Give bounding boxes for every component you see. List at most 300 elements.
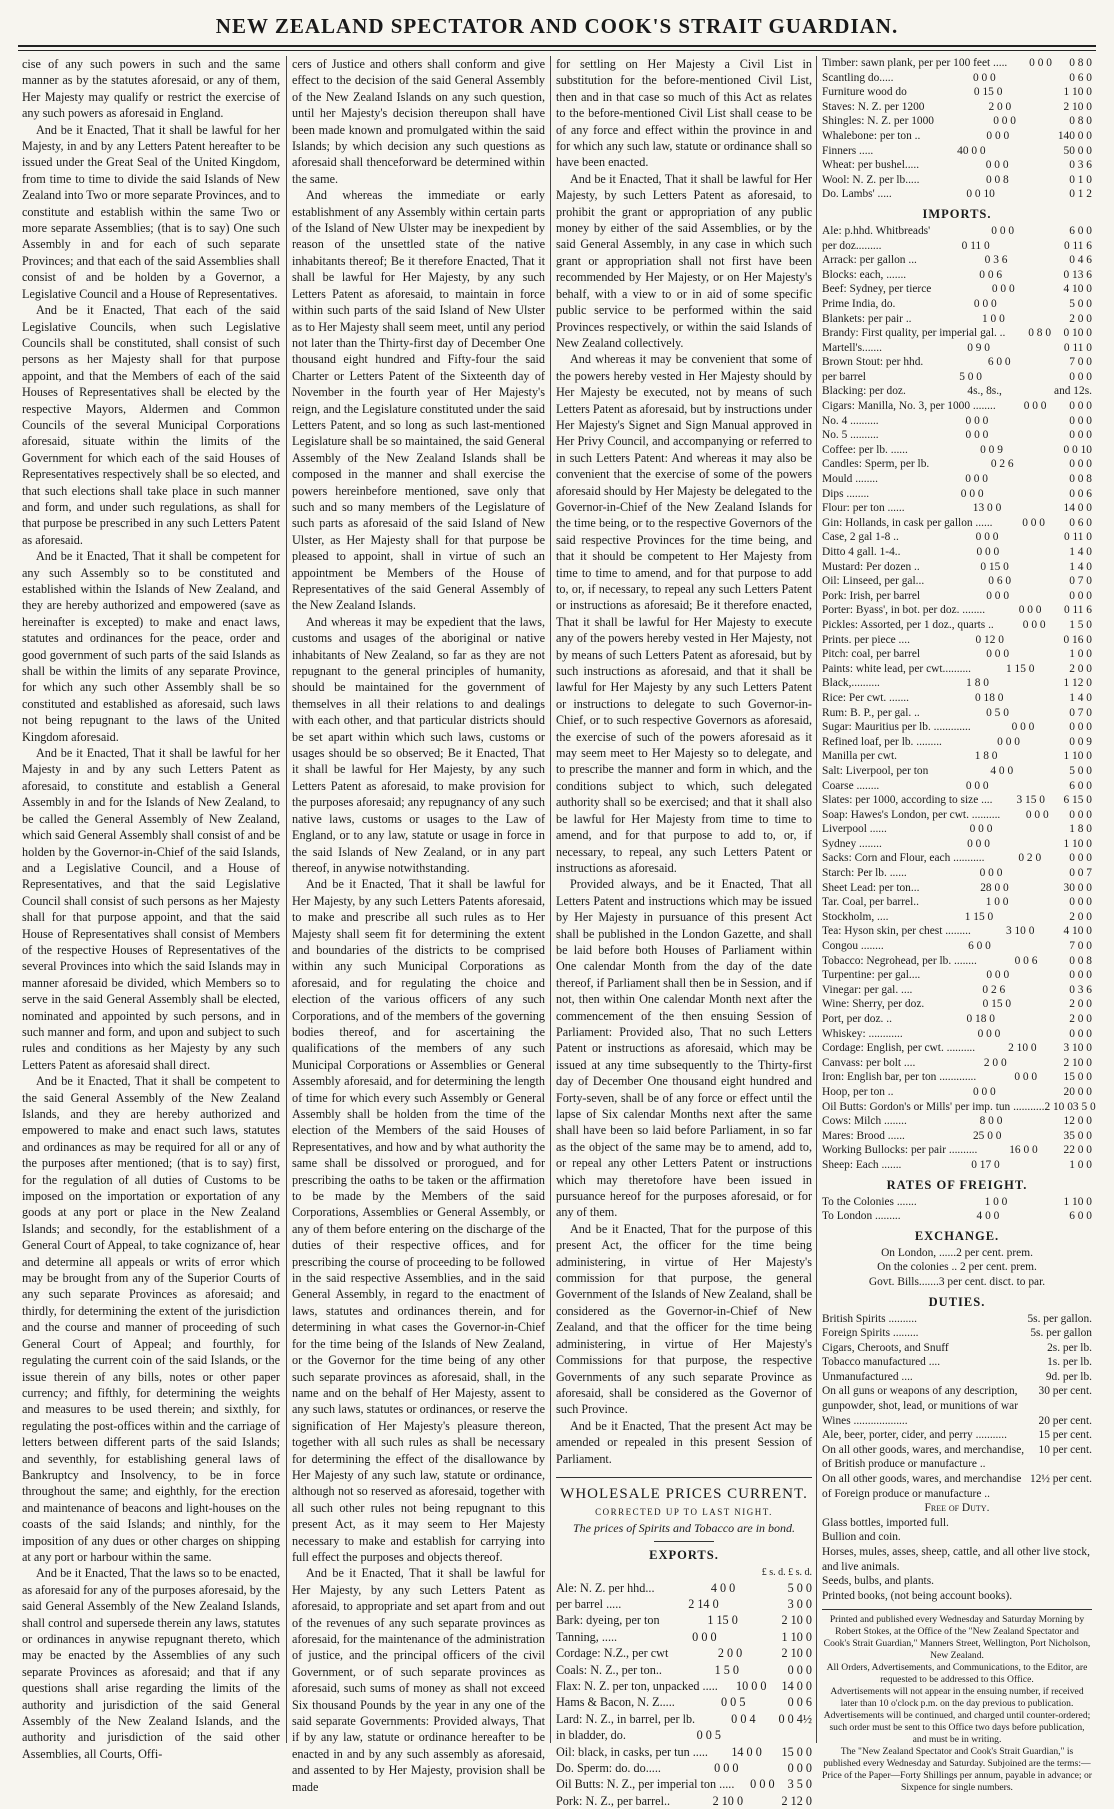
price-low: 0 0 0 bbox=[986, 589, 1010, 602]
price-high: 50 0 0 bbox=[1063, 144, 1092, 157]
price-low: 0 2 0 bbox=[1018, 852, 1042, 865]
price-low: 0 0 0 bbox=[969, 823, 993, 836]
price-high: 14 0 0 bbox=[781, 1679, 812, 1694]
price-high: 0 0 0 bbox=[1069, 1027, 1092, 1040]
price-row bbox=[822, 1070, 1092, 1085]
price-row bbox=[822, 71, 1092, 86]
commodity-label: Sheep: Each ....... bbox=[822, 1158, 902, 1171]
price-low: 3 15 0 bbox=[1016, 794, 1045, 807]
price-high: 0 8 0 bbox=[1069, 57, 1092, 69]
commodity-label: Coals: N. Z., per ton.. bbox=[556, 1662, 662, 1677]
price-row bbox=[556, 1678, 812, 1694]
price-low: 0 0 0 bbox=[973, 297, 997, 310]
price-low: 2 0 0 bbox=[983, 1056, 1007, 1069]
column-2-act-text bbox=[292, 56, 545, 1794]
price-low: 0 0 9 bbox=[980, 443, 1003, 456]
price-low: 0 0 10 bbox=[966, 188, 995, 201]
price-high: 1 4 0 bbox=[1069, 560, 1092, 573]
price-row bbox=[822, 158, 1092, 173]
price-high: 0 0 0 bbox=[787, 1662, 812, 1677]
price-low: 5 0 0 bbox=[959, 370, 982, 383]
colophon-line: Printed and published every Wednesday and Saturday Morning by Robert Stokes, at the Office of the "New Zealand Spectator and Cook's Strait Guardian," Manners Street, Wellington, Port Nicholson, New Zealand. bbox=[823, 1614, 1091, 1662]
price-row bbox=[822, 866, 1092, 881]
commodity-label: Oil: Linseed, per gal... bbox=[822, 575, 925, 588]
price-high: 0 11 6 bbox=[1063, 239, 1092, 252]
price-high: 6 0 0 bbox=[1069, 224, 1092, 237]
price-low: 0 0 0 bbox=[965, 779, 989, 792]
commodity-label: Shingles: N. Z. per 1000 bbox=[822, 115, 934, 128]
commodity-label: Pork: N. Z., per barrel.. bbox=[556, 1793, 671, 1808]
money-column-header: £ s. d. £ s. d. bbox=[761, 1567, 812, 1579]
commodity-label: Bark: dyeing, per ton bbox=[556, 1613, 660, 1628]
commodity-label: Scantling do..... bbox=[822, 71, 894, 84]
price-low: 0 11 0 bbox=[961, 239, 990, 252]
commodity-label: Ale: p.hhd. Whitbreads' bbox=[822, 224, 931, 237]
duty-rate: 9d. per lb. bbox=[1045, 1370, 1092, 1383]
free-item: Glass bottles, imported full. bbox=[822, 1516, 949, 1529]
price-low: 1 15 0 bbox=[964, 910, 994, 923]
price-row bbox=[822, 239, 1092, 254]
commodity-label: Oil: black, in casks, per tun ..... bbox=[556, 1744, 708, 1759]
paragraph: And be it Enacted, That the laws so to be enacted, as aforesaid for any of the purposes aforesaid, by the said General Assembly of the New Zealand Islands, shall control and supersede therein any laws, statutes or ordinances in anywise repugnant thereto, which may be enacted by the Assemblies of any such separate Provinces as aforesaid; and that if any questions shall arise regarding the limits of the authority and jurisdiction of the said General Assembly of the New Zealand Islands, and the authority and jurisdiction of the said other Assemblies, all Courts, Offi- bbox=[22, 1566, 280, 1761]
paragraph: cers of Justice and others shall conform and give effect to the decision of the said General Assembly of the New Zealand Islands on any such question, until her Majesty's decision thereupon shall have been made known and promulgated within the said Islands; by which decision any such questions as aforesaid shall thenceforward be determined within the same. bbox=[292, 57, 545, 186]
price-row bbox=[822, 443, 1092, 458]
price-low: 0 0 0 bbox=[965, 429, 989, 442]
commodity-label: Prints. per piece .... bbox=[822, 633, 910, 646]
commodity-label: Prime India, do. bbox=[822, 297, 896, 310]
paragraph: And be it Enacted, That it shall be competent for any such Assembly so to be constituted and established within the Islands of New Zealand, and they are hereby authorized and empowered (save as hereinafter is excepted) to make and enact laws, statutes and ordinances for the peace, order and good government of such parts of the said Islands as shall be within the limits of any separate Province, for which any such other Assembly shall be so constituted and established as aforesaid, such laws not being repugnant to the laws of the United Kingdom aforesaid. bbox=[22, 549, 280, 744]
commodity-label: Tea: Hyson skin, per chest ......... bbox=[822, 925, 971, 938]
commodity-label: Sydney ........ bbox=[822, 837, 882, 850]
price-low: 0 0 0 bbox=[1011, 721, 1035, 734]
commodity-label: Port, per doz. .. bbox=[822, 1013, 892, 1025]
paragraph: And whereas it may be convenient that some of the powers hereby vested in Her Majesty should by Her Majesty be executed, not by means of such Letters Patent as aforesaid, but by instructions under Her Majesty's Signet and Sign Manual approved in Her Privy Council, and accompanying or referred to in such Letters Patent: And whereas it may also be convenient that the exercise of some of the powers aforesaid should by Her Majesty be delegated to the Governor-in-Chief of the New Zealand Islands for the time being, or to the respective Governors of the said respective Provinces for the time being, and that it should be competent to Her Majesty from time to time to amend, and for that purpose to add to, or, if necessary, to repeal any such Letters Patent or instructions as aforesaid; Be it therefore enacted, That it shall be lawful for Her Majesty to execute any of the powers hereby vested in Her Majesty, not by means of such Letters Patent as aforesaid, but by such instructions as aforesaid, and that it shall be lawful for Her Majesty by any such Letters Patent or instructions to delegate to such Governor-in-Chief, or to such respective Governors as aforesaid, the exercise of such of the powers aforesaid as it may seem meet to Her Majesty so to delegate, and to prescribe the manner and form in which, and the conditions subject to which, such delegated authority shall so be exercised; and that it shall also be lawful for Her Majesty from time to time to amend, and for that purpose to add to, or, if necessary, to repeal, any such Letters Patent or instructions as aforesaid. bbox=[556, 352, 812, 875]
price-row bbox=[822, 1129, 1092, 1144]
duties-heading: DUTIES. bbox=[928, 1294, 986, 1309]
price-low: 1 0 0 bbox=[981, 312, 1005, 325]
price-high: 0 7 0 bbox=[1069, 706, 1092, 719]
commodity-label: Dips ........ bbox=[822, 487, 870, 500]
price-low: 1 15 0 bbox=[707, 1613, 738, 1628]
commodity-label: Wool: N. Z. per lb..... bbox=[822, 173, 920, 186]
commodity-label: Starch: Per lb. ...... bbox=[822, 867, 907, 880]
duty-row bbox=[822, 1428, 1092, 1443]
duty-row bbox=[822, 1472, 1092, 1501]
duty-row bbox=[822, 1370, 1092, 1385]
price-high: 0 0 0 bbox=[1069, 589, 1092, 602]
price-row bbox=[822, 487, 1092, 502]
commodity-label: Lard: N. Z., in barrel, per lb. bbox=[556, 1711, 696, 1726]
column-1-act-text bbox=[22, 56, 280, 1761]
price-high: 1 10 0 bbox=[1063, 86, 1092, 99]
commodity-label: Salt: Liverpool, per ton bbox=[822, 764, 929, 777]
duty-row bbox=[822, 1384, 1092, 1413]
price-low: 6 0 0 bbox=[987, 356, 1011, 369]
price-low: 0 12 0 bbox=[975, 633, 1004, 646]
price-high: 12 0 0 bbox=[1063, 1115, 1092, 1128]
paragraph: And be it Enacted, That it shall be lawful for Her Majesty, by any such Letters Patent as aforesaid, to appropriate and set apart from and out of the revenues of any such separate provinces as aforesaid, for the maintenance of the administration of justice, and the principal officers of the civil Government, or of such separate provinces as aforesaid, such sums of money as shall not exceed Six thousand Pounds by the year in any one of the said separate Governments: Provided always, That if by any law, statute or ordinance hereafter to be enacted in and by any such assembly as aforesaid, and assented to by Her Majesty, provision shall be made bbox=[292, 1566, 545, 1794]
price-row bbox=[822, 793, 1092, 808]
duty-item: Cigars, Cheroots, and Snuff bbox=[822, 1341, 949, 1354]
price-low: 0 0 0 bbox=[965, 473, 988, 486]
price-row bbox=[822, 1041, 1092, 1056]
commodity-label: Turpentine: per gal.... bbox=[822, 969, 921, 982]
price-low: 0 15 0 bbox=[980, 560, 1009, 573]
price-low: 6 0 0 bbox=[968, 940, 991, 953]
commodity-label: Manilla per cwt. bbox=[822, 750, 897, 763]
price-row bbox=[822, 676, 1092, 691]
duty-rate: 2s. per lb. bbox=[1047, 1341, 1092, 1354]
price-high: 0 13 6 bbox=[1063, 268, 1092, 281]
price-high: 0 8 0 bbox=[1069, 115, 1092, 128]
price-high: 1 10 0 bbox=[781, 1629, 812, 1644]
price-row bbox=[822, 968, 1092, 983]
price-row bbox=[556, 1744, 812, 1760]
price-row bbox=[822, 808, 1092, 823]
price-row bbox=[822, 501, 1092, 516]
commodity-label: Brown Stout: per hhd. bbox=[822, 356, 924, 369]
price-row bbox=[822, 187, 1092, 202]
price-row bbox=[822, 100, 1092, 115]
price-high: 3 10 0 bbox=[1063, 1042, 1092, 1055]
colophon bbox=[822, 1609, 1092, 1794]
commodity-label: Blankets: per pair .. bbox=[822, 312, 912, 325]
price-high: 0 0 0 bbox=[1069, 969, 1092, 982]
commodity-label: Ditto 4 gall. 1-4.. bbox=[822, 546, 901, 558]
price-row bbox=[822, 633, 1092, 648]
column-3-act-text bbox=[556, 56, 812, 1808]
prices-subtitle: CORRECTED UP TO LAST NIGHT. bbox=[595, 1507, 773, 1518]
price-low: 4 0 0 bbox=[976, 1210, 1000, 1223]
price-high: 1 4 0 bbox=[1069, 691, 1092, 704]
duty-item: Wines ................... bbox=[822, 1414, 908, 1427]
price-row bbox=[556, 1727, 812, 1743]
exports-list bbox=[556, 1580, 812, 1809]
price-high: 0 4 6 bbox=[1069, 254, 1092, 267]
duty-row bbox=[822, 1326, 1092, 1341]
price-high: 2 10 0 bbox=[781, 1646, 812, 1661]
commodity-label: Whalebone: per ton .. bbox=[822, 129, 921, 142]
commodity-label: Tar. Coal, per barrel.. bbox=[822, 896, 919, 909]
price-high: 0 0 9 bbox=[1069, 735, 1092, 748]
colophon-line: All Orders, Advertisements, and Communications, to the Editor, are requested to be addressed to this Office. bbox=[826, 1662, 1088, 1686]
section-divider bbox=[654, 1541, 714, 1542]
price-low: 1 8 0 bbox=[966, 677, 989, 690]
price-row bbox=[822, 589, 1092, 604]
price-high: 1 4 0 bbox=[1069, 546, 1092, 558]
prices-note: The prices of Spirits and Tobacco are in bond. bbox=[572, 1521, 796, 1536]
price-low: 0 0 0 bbox=[1018, 604, 1042, 617]
price-row bbox=[822, 129, 1092, 144]
price-low: 0 0 0 bbox=[985, 159, 1009, 172]
price-row bbox=[556, 1629, 812, 1645]
exchange-heading: EXCHANGE. bbox=[914, 1228, 1000, 1243]
commodity-label: Tanning, ..... bbox=[556, 1629, 618, 1644]
duty-rate: 15 per cent. bbox=[1038, 1429, 1092, 1442]
commodity-label: Coarse ........ bbox=[822, 779, 880, 792]
price-high: and 12s. bbox=[1054, 385, 1092, 398]
price-high: 5 0 0 bbox=[1069, 297, 1092, 310]
price-row bbox=[822, 954, 1092, 969]
price-high: 1 12 0 bbox=[1063, 677, 1092, 690]
price-low: 0 0 0 bbox=[714, 1761, 739, 1776]
price-high: 0 3 6 bbox=[1069, 159, 1092, 172]
price-row bbox=[822, 1100, 1096, 1115]
price-row bbox=[822, 1158, 1092, 1173]
price-row bbox=[556, 1793, 812, 1809]
price-high: 0 0 7 bbox=[1069, 867, 1092, 880]
price-high: 0 7 0 bbox=[1069, 575, 1092, 588]
price-low: 2 0 0 bbox=[988, 100, 1012, 113]
paragraph: And whereas it may be expedient that the laws, customs and usages of the aboriginal or native inhabitants of New Zealand, so far as they are not repugnant to the general principles of humanity, should be maintained for the government of themselves in all their relations to and dealings with each other, and that particular districts should be set apart within which such laws, customs or usages should be so observed; Be it Enacted, That it shall be lawful for Her Majesty, by any such Letters Patent as aforesaid, to make provision for the purposes aforesaid; any repugnancy of any such native laws, customs or usages to the Law of England, or to any law, statute or usage in force in the said Islands of New Zealand, or in any part thereof, in anywise notwithstanding. bbox=[292, 614, 545, 875]
price-high: 1 8 0 bbox=[1069, 823, 1092, 836]
price-low: 2 10 0 bbox=[1044, 1100, 1073, 1113]
free-item: Horses, mules, asses, sheep, cattle, and all other live stock, and live animals. bbox=[822, 1546, 1090, 1573]
price-high: 0 6 0 bbox=[1069, 516, 1092, 529]
price-low: 1 0 0 bbox=[985, 896, 1009, 909]
commodity-label: Cows: Milch ........ bbox=[822, 1115, 907, 1128]
price-low: 0 0 5 bbox=[721, 1695, 746, 1710]
price-low: 0 0 0 bbox=[750, 1777, 775, 1792]
commodity-label: Oil Butts: N. Z., per imperial ton ..... bbox=[556, 1777, 735, 1792]
price-high: 0 0 0 bbox=[1069, 370, 1092, 383]
price-low: 2 0 0 bbox=[717, 1646, 743, 1661]
commodity-label: Sugar: Mauritius per lb. ............. bbox=[822, 721, 971, 734]
commodity-label: Case, 2 gal 1-8 .. bbox=[822, 531, 899, 544]
price-high: 0 0 0 bbox=[1069, 721, 1092, 734]
price-low: 0 0 0 bbox=[986, 129, 1010, 142]
price-low: 0 2 6 bbox=[982, 983, 1006, 996]
price-low: 1 15 0 bbox=[1006, 662, 1035, 675]
price-high: 1 5 0 bbox=[1069, 618, 1092, 631]
price-low: 0 0 6 bbox=[979, 268, 1003, 281]
price-low: 0 0 0 bbox=[1025, 808, 1049, 821]
price-low: 0 0 0 bbox=[993, 115, 1016, 128]
duties-list bbox=[822, 1312, 1092, 1502]
commodity-label: Beef: Sydney, per tierce bbox=[822, 283, 932, 296]
price-row bbox=[556, 1662, 812, 1678]
price-high: 0 0 0 bbox=[1069, 458, 1092, 471]
commodity-label: Gin: Hollands, in cask per gallon ...... bbox=[822, 516, 993, 529]
duty-row bbox=[822, 1414, 1092, 1429]
freight-heading: RATES OF FREIGHT. bbox=[886, 1177, 1028, 1192]
price-high: 30 0 0 bbox=[1063, 881, 1092, 894]
commodity-label: Coffee: per lb. ...... bbox=[822, 443, 908, 456]
price-high: 0 3 6 bbox=[1069, 983, 1092, 996]
price-low: 0 0 0 bbox=[972, 1085, 996, 1098]
price-high: 35 0 0 bbox=[1063, 1129, 1092, 1142]
price-low: 0 0 6 bbox=[1014, 954, 1038, 967]
duty-rate: 5s. per gallon bbox=[1030, 1327, 1092, 1340]
price-row bbox=[822, 749, 1092, 764]
commodity-label: Oil Butts: Gordon's or Mills' per imp. tun ........... bbox=[822, 1100, 1045, 1113]
commodity-label: per doz......... bbox=[822, 239, 882, 252]
price-row bbox=[556, 1694, 812, 1710]
paragraph: Provided always, and be it Enacted, That all Letters Patent and instructions which may be issued by Her Majesty in pursuance of this present Act shall be published in the London Gazette, and shall be laid before both Houses of Parliament within One calendar Month from the day of the date thereof, if Parliament shall then be in Session, and if not, then within One calendar Month next after the commencement of the then ensuing Session of Parliament: Provided also, That no such Letters Patent or instructions as aforesaid, which may be issued at any time subsequently to the Thirty-first day of December One thousand eight hundred and Forty-seven, shall be of any force or effect until the lapse of Six calendar Months next after the same shall have been so laid before Parliament, in so far as the object of the same may be to amend, add to, or repeal any other Letters Patent or instructions which may theretofore have been issued in pursuance hereof for the purposes aforesaid, or for any of them. bbox=[556, 877, 812, 1220]
commodity-label: Do. Sperm: do. do..... bbox=[556, 1761, 661, 1776]
free-item: Seeds, bulbs, and plants. bbox=[822, 1575, 934, 1588]
price-low: 0 0 4 bbox=[731, 1711, 756, 1726]
price-low: 0 8 0 bbox=[1028, 327, 1052, 340]
free-item: Printed books, (not being account books). bbox=[822, 1589, 1013, 1602]
commodity-label: Brandy: First quality, per imperial gal. .. bbox=[822, 327, 1006, 340]
price-low: 1 5 0 bbox=[714, 1662, 739, 1677]
price-row bbox=[822, 472, 1092, 487]
commodity-label: Candles: Sperm, per lb. bbox=[822, 458, 930, 471]
column-4-prices bbox=[822, 56, 1096, 1794]
price-row bbox=[822, 1027, 1092, 1042]
duty-row bbox=[822, 1312, 1092, 1327]
price-low: 0 0 0 bbox=[986, 969, 1010, 982]
duty-item: British Spirits .......... bbox=[822, 1312, 917, 1325]
price-row bbox=[556, 1776, 812, 1792]
masthead-rule-thin bbox=[18, 50, 1096, 51]
price-high bbox=[756, 1727, 812, 1743]
price-high: 0 11 6 bbox=[1063, 604, 1092, 617]
price-row bbox=[822, 457, 1092, 472]
duty-rate: 1s. per lb. bbox=[1047, 1356, 1092, 1369]
price-row bbox=[822, 895, 1092, 910]
price-row bbox=[822, 85, 1092, 100]
price-row bbox=[822, 735, 1092, 750]
price-low: 3 10 0 bbox=[1005, 925, 1035, 938]
price-row bbox=[822, 428, 1092, 443]
price-high: 0 0 0 bbox=[1069, 896, 1092, 909]
commodity-label: Hams & Bacon, N. Z..... bbox=[556, 1695, 675, 1710]
paragraph: And be it Enacted, That it shall be lawful for her Majesty in and by any such Letters Patent as aforesaid, to constitute and establish a General Assembly in and for the Islands of New Zealand, to be called the General Assembly of New Zealand, which said General Assembly shall consist of and be holden by the Governor-in-Chief of the said Islands, and a Legislative Council, and a House of Representatives, and that the said Legislative Council shall consist of such persons as her Majesty shall for that purpose appoint, and that the said House of Representatives shall consist of Members of the respective Houses of Representatives of the several Provinces into which the said Islands may in manner aforesaid be divided, which Members so to serve in the said General Assembly shall be elected, nominated and appointed by such persons, and in such manner and form, and upon and subject to such rules and conditions as her Majesty by any such Letters Patent as aforesaid shall direct. bbox=[22, 746, 280, 1072]
price-high: 0 0 0 bbox=[1069, 429, 1092, 442]
price-row bbox=[822, 114, 1092, 129]
price-high: 0 0 4½ bbox=[778, 1711, 812, 1726]
price-high: 0 0 10 bbox=[1063, 443, 1092, 456]
exchange-line: Govt. Bills.......3 per cent. disct. to par. bbox=[868, 1275, 1046, 1288]
price-high: 0 0 6 bbox=[1069, 487, 1092, 500]
price-row bbox=[822, 764, 1092, 779]
commodity-label: No. 4 .......... bbox=[822, 414, 879, 427]
price-high: 0 0 0 bbox=[1069, 414, 1092, 427]
price-low: 0 0 0 bbox=[1022, 618, 1046, 631]
duty-rate: 12½ per cent. bbox=[1030, 1473, 1092, 1486]
exports-continued-list bbox=[822, 56, 1092, 202]
price-low: 16 0 0 bbox=[1009, 1144, 1038, 1157]
commodity-label: Hoop, per ton .. bbox=[822, 1085, 894, 1098]
wholesale-prices-section bbox=[556, 1477, 812, 1809]
price-row bbox=[822, 312, 1092, 327]
price-high: 2 10 0 bbox=[1063, 1056, 1092, 1069]
price-low: 0 18 0 bbox=[975, 691, 1004, 704]
commodity-label: Pitch: coal, per barrel bbox=[822, 648, 921, 661]
price-high: 6 15 0 bbox=[1063, 794, 1092, 807]
duty-rate: 5s. per gallon. bbox=[1027, 1312, 1092, 1325]
price-high: 0 1 2 bbox=[1069, 188, 1092, 201]
price-row bbox=[822, 910, 1092, 925]
price-low: 0 0 0 bbox=[972, 71, 996, 84]
colophon-line: Advertisements will not appear in the ensuing number, if received later than 10 o'clock p.m. on the day previous to publication. Advertisements will be continued, and charged until counter-ordered; such order must be sent to this Office two days before publication, and must be in writing. bbox=[823, 1686, 1091, 1746]
commodity-label: Canvass: per bolt .... bbox=[822, 1056, 916, 1069]
price-row bbox=[822, 173, 1092, 188]
free-item: Bullion and coin. bbox=[822, 1531, 901, 1544]
paragraph: cise of any such powers in such and the same manner as by the statutes aforesaid, or any of them, Her Majesty may qualify or restrict the exercise of any such powers as aforesaid in England. bbox=[22, 57, 280, 121]
commodity-label: Pork: Irish, per barrel bbox=[822, 589, 921, 602]
price-low: 1 8 0 bbox=[974, 750, 998, 763]
duty-item: On all guns or weapons of any description, gunpowder, shot, lead, or munitions of war bbox=[822, 1385, 1018, 1413]
commodity-label: Timber: sawn plank, per per 100 feet ..... bbox=[822, 57, 1008, 69]
price-low: 0 0 0 bbox=[977, 1027, 1001, 1040]
free-of-duty-list bbox=[822, 1516, 1092, 1604]
price-row bbox=[822, 297, 1092, 312]
price-high: 0 11 0 bbox=[1063, 341, 1092, 354]
price-high: 7 0 0 bbox=[1069, 356, 1092, 369]
price-low: 28 0 0 bbox=[980, 881, 1009, 894]
colophon-line: Price of the Paper—Forty Shillings per annum, payable in advance; or Sixpence for single numbers. bbox=[822, 1770, 1092, 1794]
price-low: 0 0 0 bbox=[991, 224, 1015, 237]
price-row bbox=[822, 1143, 1092, 1158]
paragraph: And be it Enacted, That it shall be lawful for Her Majesty, by any such Letters Patents aforesaid, to make and prescribe all such rules as to Her Majesty shall seem fit for determining the extent and boundaries of the districts to be comprised within any such Municipal Corporations as aforesaid, and for regulating the choice and election of the various officers of any such Corporations, and of the members of the governing bodies thereof, and for ascertaining the qualifications of the members of any such Municipal Corporations or Assemblies or General Assembly aforesaid, and for determining the length of time for which every such Assembly or General Assembly shall be holden from the time of the election of the Members of the said Houses of Representatives, and how and by what authority the same shall be dissolved or prorogued, and for prescribing the oaths to be taken or the affirmation to be made by the Members of the said Corporations, Assemblies or General Assembly, or any of them before entering on the discharge of the duties of their respective offices, and for prescribing the course of proceeding to be followed in the said respective Assemblies, and in the said General Assembly, in regard to the enactment of laws, statutes and ordinances therein, and for determining in what cases the Governor-in-Chief for the time being of the Islands of New Zealand, or the Governor for the time being of any other such separate provinces as aforesaid, shall, in the name and on the behalf of Her Majesty, assent to any such laws, statutes or ordinances, or reserve the signification of Her Majesty's pleasure thereon, together with all such rules as shall be necessary for determining the effect of the disallowance by Her Majesty of any such law, statute or ordinance, although not so reserved as aforesaid, together with all such other rules not being repugnant to this present Act, as it may seem to Her Majesty necessary to make and establish for carrying into full effect the purposes and objects thereof. bbox=[292, 877, 545, 1564]
commodity-label: Sheet Lead: per ton... bbox=[822, 881, 920, 894]
price-row bbox=[822, 224, 1092, 239]
price-low: 40 0 0 bbox=[957, 144, 986, 157]
price-row bbox=[822, 144, 1092, 159]
price-high: 0 10 0 bbox=[1063, 327, 1092, 340]
price-low: 0 0 0 bbox=[1029, 57, 1052, 69]
commodity-label: Porter: Byass', in bot. per doz. ........ bbox=[822, 604, 986, 617]
price-row bbox=[556, 1580, 812, 1596]
price-high: 15 0 0 bbox=[1063, 1071, 1092, 1084]
price-row bbox=[556, 1760, 812, 1776]
commodity-label: Stockholm, .... bbox=[822, 910, 889, 923]
commodity-label: No. 5 .......... bbox=[822, 429, 879, 442]
commodity-label: Whiskey: ............ bbox=[822, 1027, 903, 1040]
price-row bbox=[822, 662, 1092, 677]
duty-item: Foreign Spirits ......... bbox=[822, 1327, 919, 1340]
price-row bbox=[822, 326, 1092, 341]
price-high: 6 0 0 bbox=[1069, 1210, 1092, 1223]
price-row bbox=[822, 1114, 1092, 1129]
price-high: 0 0 8 bbox=[1069, 954, 1092, 967]
price-high: 2 0 0 bbox=[1069, 1013, 1092, 1025]
price-low: 0 0 0 bbox=[975, 531, 999, 544]
imports-list bbox=[822, 224, 1096, 1173]
commodity-label: Cordage: English, per cwt. .......... bbox=[822, 1042, 976, 1055]
price-row bbox=[822, 268, 1092, 283]
price-high: 20 0 0 bbox=[1063, 1085, 1092, 1098]
commodity-label: Sacks: Corn and Flour, each ........... bbox=[822, 852, 985, 865]
price-low: 0 0 0 bbox=[1014, 1071, 1038, 1084]
duty-rate: 30 per cent. bbox=[1038, 1385, 1092, 1398]
price-row bbox=[822, 939, 1092, 954]
commodity-label: Wine: Sherry, per doz. bbox=[822, 998, 925, 1011]
paragraph: And be it Enacted, That it shall be lawful for Her Majesty, by such Letters Patent as aforesaid, to prohibit the grant or appropriation of any public money by either of the said Assemblies, or by the said General Assembly, in any case in which such grant or appropriation shall not first have been recommended by Her Majesty, or on Her Majesty's behalf, with a view to or in aid of some specific public service to be performed within the said Provinces respectively, or within the said Islands of New Zealand collectively. bbox=[556, 171, 812, 350]
commodity-label: Wheat: per bushel..... bbox=[822, 159, 920, 172]
price-row bbox=[822, 1056, 1092, 1071]
duty-item: Tobacco manufactured .... bbox=[822, 1356, 941, 1369]
exports-heading: EXPORTS. bbox=[649, 1548, 719, 1563]
price-high: 0 1 0 bbox=[1069, 173, 1092, 186]
commodity-label: in bladder, do. bbox=[556, 1728, 626, 1743]
price-high: 2 0 0 bbox=[1069, 312, 1092, 325]
price-row bbox=[822, 924, 1092, 939]
price-high: 4 10 0 bbox=[1063, 283, 1092, 296]
price-high: 0 0 6 bbox=[787, 1695, 812, 1710]
price-high: 14 0 0 bbox=[1063, 502, 1092, 515]
price-row bbox=[822, 691, 1092, 706]
price-high: 22 0 0 bbox=[1063, 1144, 1092, 1157]
price-row bbox=[822, 837, 1092, 852]
duty-rate: 20 per cent. bbox=[1038, 1414, 1092, 1427]
colophon-line: The "New Zealand Spectator and Cook's Strait Guardian," is published every Wednesday and Saturday. Subjoined are the terms:— bbox=[823, 1746, 1091, 1770]
paragraph: And be it Enacted, That for the purpose of this present Act, the officer for the time being administering, in virtue of Her Majesty's commission for that purpose, the general Government of the Islands of New Zealand, shall be considered as the Governor-in-Chief of New Zealand, and that the officer for the time being administering, in virtue of Her Majesty's Commissions for that purpose, the respective Governments of any such separate Province as aforesaid, shall be considered as the Governor of such Province. bbox=[556, 1221, 812, 1417]
price-row bbox=[822, 516, 1092, 531]
